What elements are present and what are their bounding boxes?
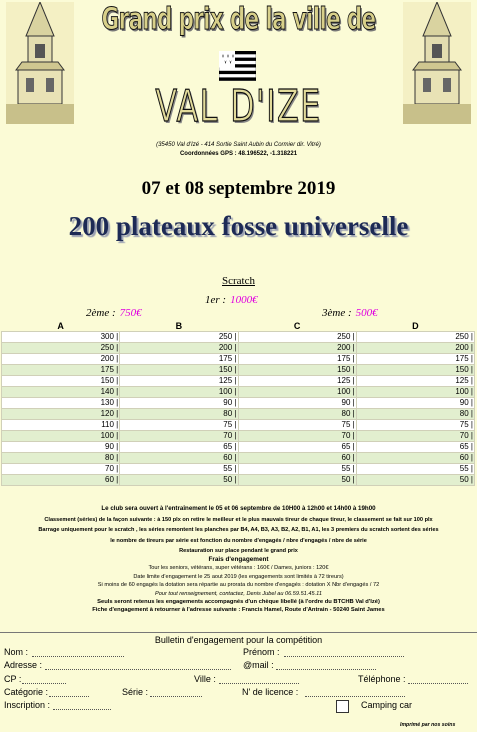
prize-second-label: 2ème : [86,307,116,319]
table-cell: 200 | [2,354,120,365]
barrage-text: Barrage uniquement pour le scratch , les séries remontent les planches par B4, A4, B3, A3, B2, A2, B1, A1, les 3 premiers du scratch sortent des séries [38,527,439,533]
table-cell: 150 | [2,376,120,387]
registration-title: Bulletin d'engagement pour la compétition [154,635,323,645]
table-cell: 125 | [238,376,356,387]
prize-third [322,307,378,319]
address-text: (35450 Val d'Izé - 414 Sortie Saint Aubin du Cormier dir. Vitré) [156,142,321,148]
serie-label: Série : [122,687,149,697]
camping-car-label: Camping car [361,700,413,710]
table-cell: 200 | [120,343,238,354]
table-cell: 80 | [356,409,474,420]
table-cell: 250 | [120,332,238,343]
table-cell: 140 | [2,387,120,398]
adresse-field[interactable] [45,669,231,670]
cp-label: CP : [4,674,22,684]
table-cell: 150 | [238,365,356,376]
table-cell: 50 | [120,475,238,486]
table-cell: 65 | [120,442,238,453]
table-cell: 70 | [2,464,120,475]
table-cell: 110 | [2,420,120,431]
inscription-label: Inscription : [4,700,51,710]
table-cell: 50 | [356,475,474,486]
table-cell: 125 | [356,376,474,387]
frais-contact: Pour tout renseignement, contactez, Denis Jubel au 06.59.51.45.11 [155,590,322,597]
table-cell: 250 | [356,332,474,343]
prize-first [205,294,258,306]
table-cell: 150 | [356,365,474,376]
prize-third-amount: 500€ [355,307,378,319]
frais-title: Frais d'engagement [208,556,269,563]
table-cell: 60 | [2,475,120,486]
prize-first-label: 1er : [205,294,227,306]
licence-label: N' de licence : [242,687,299,697]
prize-second [86,307,142,319]
table-cell: 250 | [2,343,120,354]
table-cell: 175 | [2,365,120,376]
table-row [2,464,475,475]
column-header: C [238,320,356,332]
event-heading: 200 plateaux fosse universelle [68,211,409,241]
prenom-label: Prénom : [243,647,280,657]
cp-field[interactable] [22,683,66,684]
restauration-text: Restauration sur place pendant le grand prix [179,548,298,554]
table-row [2,453,475,464]
table-body [2,332,475,486]
ville-field[interactable] [219,683,299,684]
frais-section [0,556,477,615]
email-field[interactable] [276,669,376,670]
table-cell: 90 | [2,442,120,453]
column-header: A [2,320,120,332]
column-header: B [120,320,238,332]
prize-third-label: 3ème : [322,307,352,319]
telephone-field[interactable] [408,683,468,684]
table-row [2,475,475,486]
table-row [2,431,475,442]
table-row [2,398,475,409]
church-illustration-right [403,2,471,124]
table-cell: 100 | [356,387,474,398]
table-cell: 175 | [238,354,356,365]
title-line-2: VAL D'IZE [155,81,322,132]
licence-field[interactable] [305,696,405,697]
prize-second-amount: 750€ [119,307,142,319]
table-cell: 90 | [356,398,474,409]
table-cell: 70 | [356,431,474,442]
frais-date-limite: Date limite d'engagement le 25 aout 2019 (les engagements sont limités à 72 tireurs) [133,573,344,580]
adresse-label: Adresse : [4,660,43,670]
table-row [2,409,475,420]
info-section [0,504,477,557]
table-cell: 250 | [238,332,356,343]
table-cell: 50 | [238,475,356,486]
table-cell: 90 | [238,398,356,409]
table-cell: 55 | [238,464,356,475]
camping-car-checkbox[interactable] [336,700,349,713]
classement-text: Classement (séries) de la façon suivante : à 150 plx on retire le meilleur et le plus mauvais tireur de chaque tireur, le classement se fait sur 100 plx [44,516,433,523]
nom-label: Nom : [4,647,29,657]
email-label: @mail : [243,660,274,670]
title-line-1: Grand prix de la ville de [101,2,376,37]
table-row [2,365,475,376]
table-cell: 75 | [238,420,356,431]
training-text: Le club sera ouvert à l'entraînement le 05 et 06 septembre de 10H00 à 12h00 et 14h00 à 19h00 [101,505,376,512]
table-cell: 300 | [2,332,120,343]
table-cell: 65 | [356,442,474,453]
table-cell: 80 | [120,409,238,420]
inscription-field[interactable] [53,709,111,710]
table-cell: 75 | [356,420,474,431]
table-header-row [2,320,475,332]
serie-field[interactable] [150,696,202,697]
frais-seuls: Seuls seront retenus les engagements accompagnés d'un chèque libellé (à l'ordre du BTCHB Val d'Izé) [97,599,380,606]
table-cell: 175 | [356,354,474,365]
table-row [2,420,475,431]
frais-fiche: Fiche d'engagement à retourner à l'adresse suivante : Francis Hamel, Route d'Antrain - 50240 Saint James [92,607,385,614]
table-cell: 90 | [120,398,238,409]
printed-by-note: Imprimé par nos soins [400,722,456,728]
table-cell: 130 | [2,398,120,409]
gps-text: Coordonnées GPS : 48.196522, -1.318221 [179,151,298,157]
table-cell: 150 | [120,365,238,376]
table-cell: 65 | [238,442,356,453]
frais-tarifs: Tour les seniors, vétérans, super vétérans : 160€ / Dames, juniors : 120€ [148,565,329,572]
prize-first-amount: 1000€ [230,294,258,306]
column-header: D [356,320,474,332]
table-row [2,376,475,387]
event-dates: 07 et 08 septembre 2019 [141,178,336,199]
table-cell: 80 | [2,453,120,464]
telephone-label: Téléphone : [358,674,406,684]
table-cell: 100 | [238,387,356,398]
categorie-label: Catégorie : [4,687,49,697]
table-cell: 80 | [238,409,356,420]
frais-minimum: Si moins de 60 engagés la dotation sera répartie au prorata du nombre d'engagés : dotation X Nbr d'engagés / 72 [97,582,380,589]
table-cell: 60 | [120,453,238,464]
table-cell: 100 | [2,431,120,442]
table-cell: 60 | [356,453,474,464]
table-row [2,387,475,398]
table-cell: 200 | [238,343,356,354]
table-row [2,354,475,365]
table-row [2,343,475,354]
ville-label: Ville : [194,674,216,684]
prenom-field[interactable] [284,656,404,657]
table-cell: 120 | [2,409,120,420]
table-row [2,332,475,343]
table-cell: 100 | [120,387,238,398]
table-cell: 70 | [238,431,356,442]
table-cell: 200 | [356,343,474,354]
table-cell: 70 | [120,431,238,442]
categorie-field[interactable] [49,696,89,697]
table-cell: 55 | [120,464,238,475]
nom-field[interactable] [32,656,124,657]
nombre-text: le nombre de tireurs par série est fonction du nombre d'engagés / nbre d'engagés / nbre de série [110,537,367,544]
table-cell: 175 | [120,354,238,365]
table-cell: 75 | [120,420,238,431]
table-row [2,442,475,453]
table-cell: 60 | [238,453,356,464]
table-cell: 55 | [356,464,474,475]
breton-flag-icon [219,51,256,81]
table-cell: 125 | [120,376,238,387]
church-illustration-left [6,2,74,124]
scratch-label: Scratch [222,275,255,287]
prize-distribution-table [1,320,475,486]
